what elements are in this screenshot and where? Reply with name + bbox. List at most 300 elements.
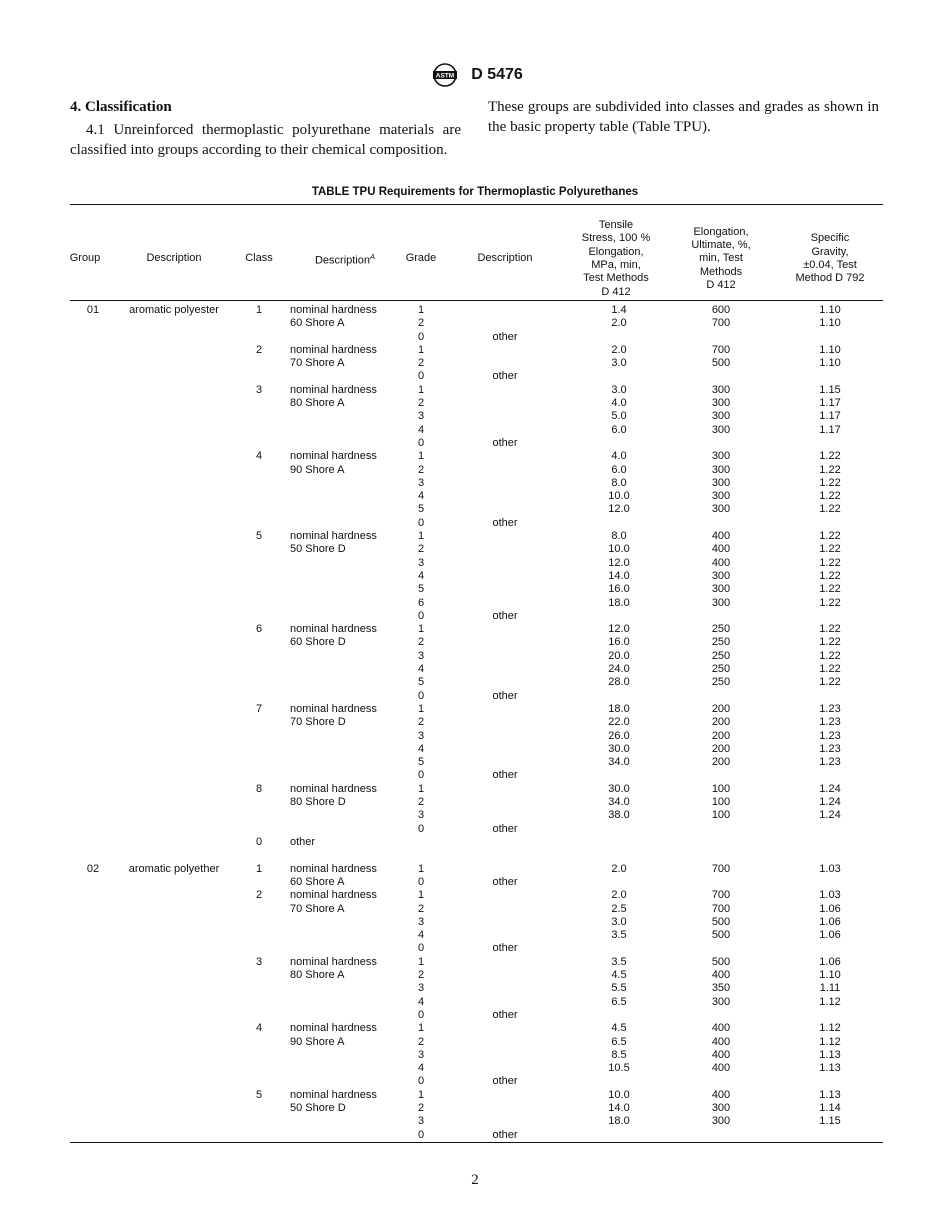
cell-grade: 1 xyxy=(417,343,425,356)
cell-class-description: 80 Shore A xyxy=(290,969,345,982)
cell-grade: 1 xyxy=(417,955,425,968)
cell-tensile-stress: 2.0 xyxy=(611,343,627,356)
cell-grade: 0 xyxy=(417,436,425,449)
col-header-tensile-stress: Tensile Stress, 100 % Elongation, MPa, min, Test Methods D 412 xyxy=(581,219,651,298)
table-row xyxy=(0,703,950,716)
cell-tensile-stress: 12.0 xyxy=(608,503,630,516)
cell-tensile-stress: 6.5 xyxy=(611,1035,627,1048)
cell-grade: 0 xyxy=(417,370,425,383)
cell-class-description: 60 Shore A xyxy=(290,875,345,888)
cell-grade: 0 xyxy=(417,942,425,955)
cell-grade: 4 xyxy=(417,423,425,436)
cell-grade-description: other xyxy=(492,370,518,383)
table-row xyxy=(0,676,950,689)
table-row xyxy=(0,464,950,477)
cell-elongation: 100 xyxy=(711,795,731,808)
cell-elongation: 700 xyxy=(711,343,731,356)
cell-grade: 3 xyxy=(417,915,425,928)
table-top-rule xyxy=(70,204,883,205)
table-row xyxy=(0,1049,950,1062)
table-row xyxy=(0,769,950,782)
cell-class: 0 xyxy=(255,835,263,848)
cell-specific-gravity: 1.12 xyxy=(819,1035,841,1048)
section-title: 4. Classification xyxy=(70,99,172,115)
cell-specific-gravity: 1.13 xyxy=(819,1088,841,1101)
cell-specific-gravity: 1.12 xyxy=(819,1022,841,1035)
header-bottom-rule xyxy=(70,300,883,301)
cell-specific-gravity: 1.14 xyxy=(819,1102,841,1115)
cell-class-description: nominal hardness xyxy=(290,1022,377,1035)
cell-specific-gravity: 1.22 xyxy=(819,556,841,569)
table-row xyxy=(0,876,950,889)
cell-specific-gravity: 1.23 xyxy=(819,716,841,729)
cell-tensile-stress: 14.0 xyxy=(608,1102,630,1115)
table-row xyxy=(0,331,950,344)
table-row xyxy=(0,1102,950,1115)
cell-elongation: 400 xyxy=(711,543,731,556)
cell-class-description: 90 Shore A xyxy=(290,1035,345,1048)
cell-elongation: 400 xyxy=(711,969,731,982)
cell-class-description: nominal hardness xyxy=(290,304,377,316)
table-row xyxy=(0,1009,950,1022)
cell-elongation: 200 xyxy=(711,716,731,729)
cell-elongation: 300 xyxy=(711,490,731,503)
svg-text:ASTM: ASTM xyxy=(435,72,455,80)
cell-tensile-stress: 6.5 xyxy=(611,995,627,1008)
cell-class: 3 xyxy=(255,383,263,396)
cell-elongation: 300 xyxy=(711,423,731,436)
cell-grade-description: other xyxy=(492,822,518,835)
table-row xyxy=(0,410,950,423)
table-row xyxy=(0,690,950,703)
cell-elongation: 400 xyxy=(711,1035,731,1048)
table-row xyxy=(0,756,950,769)
cell-grade-description: other xyxy=(492,330,518,343)
cell-specific-gravity: 1.22 xyxy=(819,569,841,582)
cell-grade: 1 xyxy=(417,1022,425,1035)
cell-grade-description: other xyxy=(492,942,518,955)
cell-grade: 3 xyxy=(417,649,425,662)
cell-class-description: 70 Shore A xyxy=(290,357,345,370)
cell-grade: 0 xyxy=(417,1008,425,1021)
cell-specific-gravity: 1.10 xyxy=(819,304,841,316)
cell-elongation: 400 xyxy=(711,556,731,569)
cell-elongation: 400 xyxy=(711,1022,731,1035)
table-row xyxy=(0,317,950,330)
table-row xyxy=(0,743,950,756)
cell-specific-gravity: 1.24 xyxy=(819,795,841,808)
table-row xyxy=(0,982,950,995)
cell-grade: 2 xyxy=(417,1035,425,1048)
cell-tensile-stress: 28.0 xyxy=(608,676,630,689)
cell-elongation: 250 xyxy=(711,636,731,649)
table-row xyxy=(0,1129,950,1142)
cell-elongation: 700 xyxy=(711,902,731,915)
astm-logo-icon xyxy=(427,62,463,88)
table-row xyxy=(0,730,950,743)
cell-elongation: 400 xyxy=(711,1062,731,1075)
cell-specific-gravity: 1.22 xyxy=(819,596,841,609)
cell-specific-gravity: 1.12 xyxy=(819,995,841,1008)
cell-tensile-stress: 18.0 xyxy=(608,1115,630,1128)
cell-specific-gravity: 1.03 xyxy=(819,889,841,902)
table-row xyxy=(0,916,950,929)
cell-specific-gravity: 1.22 xyxy=(819,663,841,676)
cell-grade: 5 xyxy=(417,503,425,516)
page-number: 2 xyxy=(471,1172,479,1188)
cell-class: 8 xyxy=(255,782,263,795)
table-row xyxy=(0,1022,950,1035)
cell-elongation: 300 xyxy=(711,383,731,396)
table-row xyxy=(0,517,950,530)
cell-specific-gravity: 1.22 xyxy=(819,463,841,476)
cell-tensile-stress: 38.0 xyxy=(608,809,630,822)
cell-class-description: nominal hardness xyxy=(290,623,377,636)
cell-class-description: nominal hardness xyxy=(290,955,377,968)
cell-specific-gravity: 1.22 xyxy=(819,623,841,636)
cell-elongation: 200 xyxy=(711,702,731,715)
cell-tensile-stress: 12.0 xyxy=(608,556,630,569)
cell-tensile-stress: 3.0 xyxy=(611,383,627,396)
cell-grade: 4 xyxy=(417,569,425,582)
table-row xyxy=(0,344,950,357)
cell-specific-gravity: 1.06 xyxy=(819,902,841,915)
cell-grade-description: other xyxy=(492,1128,518,1141)
cell-grade-description: other xyxy=(492,516,518,529)
table-row xyxy=(0,969,950,982)
cell-grade: 1 xyxy=(417,304,425,316)
cell-grade: 3 xyxy=(417,556,425,569)
cell-class-description: 90 Shore A xyxy=(290,463,345,476)
cell-tensile-stress: 20.0 xyxy=(608,649,630,662)
cell-grade: 4 xyxy=(417,995,425,1008)
cell-tensile-stress: 4.5 xyxy=(611,1022,627,1035)
table-row xyxy=(0,357,950,370)
cell-elongation: 700 xyxy=(711,317,731,330)
table-row xyxy=(0,1036,950,1049)
cell-class-description: 50 Shore D xyxy=(290,543,346,556)
col-header-class-description: Description$^A$ xyxy=(314,252,376,267)
cell-specific-gravity: 1.15 xyxy=(819,1115,841,1128)
cell-elongation: 250 xyxy=(711,649,731,662)
cell-specific-gravity: 1.17 xyxy=(819,410,841,423)
cell-grade: 4 xyxy=(417,663,425,676)
cell-tensile-stress: 5.5 xyxy=(611,982,627,995)
cell-grade: 2 xyxy=(417,317,425,330)
col-header-grade-description: Description xyxy=(477,252,533,265)
cell-grade: 3 xyxy=(417,476,425,489)
cell-elongation: 250 xyxy=(711,676,731,689)
cell-tensile-stress: 34.0 xyxy=(608,756,630,769)
cell-grade-description: other xyxy=(492,769,518,782)
cell-elongation: 300 xyxy=(711,1102,731,1115)
paragraph-4-1: 4.1 Unreinforced thermoplastic polyurethane materials are classified into groups according to their chemical composition. xyxy=(70,122,461,158)
cell-elongation: 500 xyxy=(711,357,731,370)
cell-grade-description: other xyxy=(492,609,518,622)
cell-grade-description: other xyxy=(492,436,518,449)
cell-group-description: aromatic polyether xyxy=(128,862,220,875)
cell-class: 6 xyxy=(255,623,263,636)
cell-grade: 5 xyxy=(417,583,425,596)
table-row xyxy=(0,397,950,410)
table-row xyxy=(0,384,950,397)
cell-elongation: 400 xyxy=(711,530,731,543)
cell-grade: 2 xyxy=(417,357,425,370)
cell-grade: 4 xyxy=(417,929,425,942)
cell-grade: 1 xyxy=(417,1088,425,1101)
cell-elongation: 700 xyxy=(711,889,731,902)
cell-tensile-stress: 3.5 xyxy=(611,955,627,968)
cell-specific-gravity: 1.22 xyxy=(819,476,841,489)
table-row xyxy=(0,450,950,463)
cell-elongation: 250 xyxy=(711,663,731,676)
cell-elongation: 100 xyxy=(711,782,731,795)
cell-class-description: nominal hardness xyxy=(290,450,377,463)
cell-class-description: nominal hardness xyxy=(290,702,377,715)
cell-elongation: 250 xyxy=(711,623,731,636)
cell-tensile-stress: 8.0 xyxy=(611,530,627,543)
table-row xyxy=(0,956,950,969)
cell-specific-gravity: 1.10 xyxy=(819,343,841,356)
cell-group: 01 xyxy=(86,304,100,316)
cell-tensile-stress: 22.0 xyxy=(608,716,630,729)
cell-specific-gravity: 1.06 xyxy=(819,929,841,942)
cell-grade: 0 xyxy=(417,1075,425,1088)
cell-specific-gravity: 1.22 xyxy=(819,649,841,662)
cell-elongation: 400 xyxy=(711,1088,731,1101)
cell-elongation: 500 xyxy=(711,915,731,928)
cell-class-description: 70 Shore D xyxy=(290,716,346,729)
table-row xyxy=(0,796,950,809)
cell-tensile-stress: 24.0 xyxy=(608,663,630,676)
cell-elongation: 300 xyxy=(711,397,731,410)
cell-elongation: 500 xyxy=(711,955,731,968)
table-row xyxy=(0,370,950,383)
cell-specific-gravity: 1.15 xyxy=(819,383,841,396)
cell-specific-gravity: 1.22 xyxy=(819,530,841,543)
table-row xyxy=(0,823,950,836)
cell-tensile-stress: 26.0 xyxy=(608,729,630,742)
table-row xyxy=(0,716,950,729)
table-row xyxy=(0,543,950,556)
cell-tensile-stress: 10.0 xyxy=(608,490,630,503)
cell-elongation: 300 xyxy=(711,1115,731,1128)
cell-specific-gravity: 1.23 xyxy=(819,729,841,742)
cell-elongation: 300 xyxy=(711,503,731,516)
cell-grade: 2 xyxy=(417,969,425,982)
cell-tensile-stress: 2.5 xyxy=(611,902,627,915)
cell-tensile-stress: 2.0 xyxy=(611,317,627,330)
table-row xyxy=(0,610,950,623)
table-row xyxy=(0,437,950,450)
cell-grade: 5 xyxy=(417,756,425,769)
table-row xyxy=(0,1075,950,1088)
cell-tensile-stress: 18.0 xyxy=(608,702,630,715)
cell-tensile-stress: 4.0 xyxy=(611,397,627,410)
cell-tensile-stress: 34.0 xyxy=(608,795,630,808)
cell-grade: 0 xyxy=(417,689,425,702)
table-row xyxy=(0,889,950,902)
cell-specific-gravity: 1.22 xyxy=(819,450,841,463)
cell-specific-gravity: 1.11 xyxy=(819,982,841,995)
cell-elongation: 300 xyxy=(711,476,731,489)
cell-grade: 1 xyxy=(417,623,425,636)
cell-tensile-stress: 30.0 xyxy=(608,782,630,795)
cell-elongation: 400 xyxy=(711,1048,731,1061)
cell-grade: 3 xyxy=(417,809,425,822)
table-row xyxy=(0,663,950,676)
cell-grade: 3 xyxy=(417,729,425,742)
cell-grade: 1 xyxy=(417,530,425,543)
cell-tensile-stress: 6.0 xyxy=(611,463,627,476)
table-row xyxy=(0,623,950,636)
col-header-elongation: Elongation, Ultimate, %, min, Test Methods D 412 xyxy=(691,225,751,291)
cell-class-description: 50 Shore D xyxy=(290,1102,346,1115)
cell-class-description: 70 Shore A xyxy=(290,902,345,915)
cell-class-description: nominal hardness xyxy=(290,530,377,543)
table-row xyxy=(0,570,950,583)
cell-tensile-stress: 16.0 xyxy=(608,636,630,649)
cell-tensile-stress: 18.0 xyxy=(608,596,630,609)
cell-specific-gravity: 1.13 xyxy=(819,1062,841,1075)
cell-tensile-stress: 3.0 xyxy=(611,915,627,928)
cell-class: 7 xyxy=(255,702,263,715)
cell-elongation: 300 xyxy=(711,583,731,596)
table-row xyxy=(0,477,950,490)
cell-tensile-stress: 8.0 xyxy=(611,476,627,489)
table-row xyxy=(0,1089,950,1102)
cell-class: 3 xyxy=(255,955,263,968)
cell-elongation: 300 xyxy=(711,596,731,609)
cell-class-description: nominal hardness xyxy=(290,889,377,902)
cell-group-description: aromatic polyester xyxy=(129,304,219,316)
cell-tensile-stress: 10.5 xyxy=(608,1062,630,1075)
cell-grade: 1 xyxy=(417,450,425,463)
cell-specific-gravity: 1.10 xyxy=(819,357,841,370)
cell-specific-gravity: 1.06 xyxy=(819,955,841,968)
cell-specific-gravity: 1.22 xyxy=(819,636,841,649)
table-row xyxy=(0,304,950,317)
cell-grade: 2 xyxy=(417,543,425,556)
paragraph-continuation: These groups are subdivided into classes and grades as shown in the basic property table (Table TPU). xyxy=(488,99,879,135)
cell-class-description: 60 Shore D xyxy=(290,636,346,649)
cell-elongation: 500 xyxy=(711,929,731,942)
cell-class-description: 80 Shore A xyxy=(290,397,345,410)
table-row xyxy=(0,836,950,849)
cell-grade: 4 xyxy=(417,490,425,503)
cell-tensile-stress: 3.5 xyxy=(611,929,627,942)
table-row xyxy=(0,996,950,1009)
table-row xyxy=(0,583,950,596)
table-row xyxy=(0,636,950,649)
cell-class: 5 xyxy=(255,1088,263,1101)
cell-elongation: 200 xyxy=(711,729,731,742)
cell-grade: 0 xyxy=(417,769,425,782)
table-row xyxy=(0,903,950,916)
table-title: TABLE TPU Requirements for Thermoplastic Polyurethanes xyxy=(311,186,639,198)
cell-tensile-stress: 6.0 xyxy=(611,423,627,436)
cell-elongation: 200 xyxy=(711,742,731,755)
cell-elongation: 300 xyxy=(711,410,731,423)
cell-elongation: 700 xyxy=(711,862,731,875)
cell-class-description: nominal hardness xyxy=(290,1088,377,1101)
cell-grade: 3 xyxy=(417,1048,425,1061)
cell-grade: 0 xyxy=(417,516,425,529)
cell-grade-description: other xyxy=(492,1075,518,1088)
cell-class: 4 xyxy=(255,1022,263,1035)
cell-elongation: 300 xyxy=(711,569,731,582)
cell-grade: 3 xyxy=(417,982,425,995)
cell-specific-gravity: 1.24 xyxy=(819,809,841,822)
cell-grade: 1 xyxy=(417,782,425,795)
cell-tensile-stress: 30.0 xyxy=(608,742,630,755)
cell-class: 2 xyxy=(255,889,263,902)
table-row xyxy=(0,503,950,516)
cell-grade: 2 xyxy=(417,397,425,410)
table-row xyxy=(0,597,950,610)
cell-specific-gravity: 1.10 xyxy=(819,317,841,330)
table-row xyxy=(0,490,950,503)
cell-class-description: other xyxy=(290,835,316,848)
cell-tensile-stress: 16.0 xyxy=(608,583,630,596)
cell-grade: 5 xyxy=(417,676,425,689)
table-body xyxy=(0,304,950,1142)
cell-elongation: 300 xyxy=(711,450,731,463)
col-header-grade: Grade xyxy=(405,252,437,265)
cell-specific-gravity: 1.22 xyxy=(819,583,841,596)
cell-grade: 2 xyxy=(417,716,425,729)
table-row xyxy=(0,942,950,955)
cell-specific-gravity: 1.22 xyxy=(819,676,841,689)
cell-grade-description: other xyxy=(492,689,518,702)
cell-elongation: 100 xyxy=(711,809,731,822)
table-row xyxy=(0,783,950,796)
cell-grade-description: other xyxy=(492,1008,518,1021)
document-header xyxy=(0,62,950,88)
table-row xyxy=(0,1115,950,1128)
cell-grade: 0 xyxy=(417,1128,425,1141)
cell-grade: 1 xyxy=(417,383,425,396)
cell-grade: 2 xyxy=(417,1102,425,1115)
cell-tensile-stress: 1.4 xyxy=(611,304,627,316)
cell-grade: 2 xyxy=(417,902,425,915)
cell-grade: 3 xyxy=(417,1115,425,1128)
table-row xyxy=(0,650,950,663)
table-row xyxy=(0,809,950,822)
cell-grade: 6 xyxy=(417,596,425,609)
cell-specific-gravity: 1.03 xyxy=(819,862,841,875)
cell-tensile-stress: 5.0 xyxy=(611,410,627,423)
cell-grade: 2 xyxy=(417,636,425,649)
cell-grade-description: other xyxy=(492,875,518,888)
cell-elongation: 300 xyxy=(711,463,731,476)
cell-grade: 3 xyxy=(417,410,425,423)
cell-tensile-stress: 4.0 xyxy=(611,450,627,463)
cell-grade: 4 xyxy=(417,742,425,755)
cell-class-description: 80 Shore D xyxy=(290,795,346,808)
cell-class: 5 xyxy=(255,530,263,543)
cell-grade: 0 xyxy=(417,609,425,622)
cell-specific-gravity: 1.23 xyxy=(819,742,841,755)
cell-tensile-stress: 10.0 xyxy=(608,543,630,556)
cell-tensile-stress: 8.5 xyxy=(611,1048,627,1061)
cell-tensile-stress: 2.0 xyxy=(611,862,627,875)
cell-elongation: 300 xyxy=(711,995,731,1008)
cell-specific-gravity: 1.22 xyxy=(819,490,841,503)
table-row xyxy=(0,530,950,543)
cell-specific-gravity: 1.17 xyxy=(819,397,841,410)
cell-grade: 1 xyxy=(417,862,425,875)
